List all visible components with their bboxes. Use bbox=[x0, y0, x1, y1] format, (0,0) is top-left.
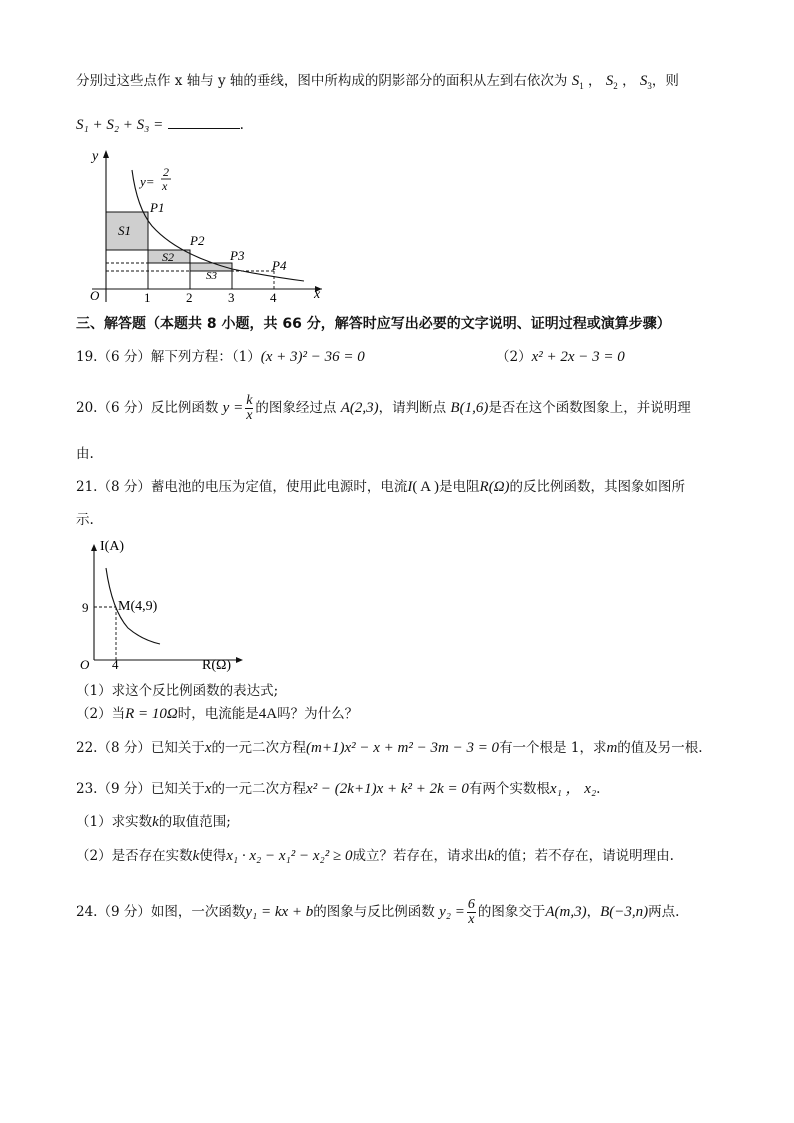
point-label-p1: P1 bbox=[150, 200, 165, 215]
y-tick-9: 9 bbox=[82, 600, 89, 615]
q23-equation: x² − (2k+1)x + k² + 2k = 0 bbox=[306, 781, 469, 797]
point-m-label: M(4,9) bbox=[118, 599, 158, 614]
i-axis-label: I(A) bbox=[100, 539, 125, 554]
q19-equation-2: x² + 2x − 3 = 0 bbox=[531, 349, 625, 365]
q18-line1: 分别过这些点作 x 轴与 y 轴的垂线，图中所构成的阴影部分的面积从左到右依次为 $S_1$ ， $S_2$ ， $S_3$，则 bbox=[76, 73, 679, 91]
x-tick-2: 2 bbox=[186, 290, 193, 302]
point-a-24: A(m,3) bbox=[545, 904, 587, 920]
region-label-s1: S1 bbox=[118, 223, 131, 238]
function-numerator: 2 bbox=[163, 165, 169, 179]
q21: 21.（8 分）蓄电池的电压为定值，使用此电源时，电流I( A )是电阻R(Ω)的反比例函数，其图象如图所 bbox=[76, 479, 686, 495]
point-label-p3: P3 bbox=[230, 248, 245, 263]
figure-current-resistance bbox=[76, 538, 256, 673]
region-label-s2: S2 bbox=[162, 250, 174, 264]
q23: 23.（9 分）已知关于x的一元二次方程x² − (2k+1)x + k² + 2k = 0有两个实数根x₁ ， x₂. bbox=[76, 781, 601, 797]
answer-blank[interactable] bbox=[168, 114, 240, 129]
q22: 22.（8 分）已知关于x的一元二次方程(m+1)x² − x + m² − 3m − 3 = 0有一个根是 1，求m的值及另一根. bbox=[76, 740, 703, 756]
point-b-24: B(−3,n) bbox=[600, 904, 649, 920]
q21-line2: 示. bbox=[76, 512, 94, 528]
r-axis-label: R(Ω) bbox=[202, 658, 232, 673]
point-b: B(1,6) bbox=[450, 400, 489, 416]
q22-equation: (m+1)x² − x + m² − 3m − 3 = 0 bbox=[306, 740, 500, 756]
q21-sub1: （1）求这个反比例函数的表达式; bbox=[76, 683, 279, 699]
origin-label-2: O bbox=[80, 657, 90, 672]
q23-sub2: （2）是否存在实数k使得x₁ · x₂ − x₁² − x₂² ≥ 0成立？若存在，请求出k的值；若不存在，请说明理由. bbox=[76, 848, 674, 864]
x-tick-4-fig2: 4 bbox=[112, 657, 119, 672]
section-heading: 三、解答题（本题共 8 小题，共 66 分，解答时应写出必要的文字说明、证明过程或演算步骤） bbox=[76, 316, 671, 332]
function-lhs: y= bbox=[140, 174, 155, 189]
function-denominator: x bbox=[162, 179, 168, 193]
region-label-s3: S3 bbox=[206, 270, 217, 282]
y-axis-label: y bbox=[92, 149, 99, 164]
figure-hyperbola-shaded bbox=[82, 146, 332, 302]
q20-line2: 由. bbox=[76, 446, 94, 462]
origin-label: O bbox=[90, 288, 100, 302]
q21-sub2: （2）当R = 10Ω时，电流能是4A吗？为什么？ bbox=[76, 706, 359, 722]
q19-equation-1: (x + 3)² − 36 = 0 bbox=[260, 349, 365, 365]
x-tick-3: 3 bbox=[228, 290, 235, 302]
x-axis-label: x bbox=[314, 287, 321, 302]
q18-line2: S₁ + S₂ + S₃ = . bbox=[76, 114, 244, 135]
q18-sum-equation: S₁ + S₂ + S₃ = bbox=[76, 117, 164, 133]
x-tick-4: 4 bbox=[270, 290, 277, 302]
q23-sub1: （1）求实数k的取值范围; bbox=[76, 814, 231, 830]
q24: 24.（9 分）如图，一次函数y₁ = kx + b的图象与反比例函数 y₂ = $\frac{6}{x}$ 的图象交于A(m,3)，B(−3,n)两点. bbox=[76, 897, 680, 927]
q19: 19.（6 分）解下列方程：（1）(x + 3)² − 36 = 0 bbox=[76, 349, 365, 365]
q23-inequality: x₁ · x₂ − x₁² − x₂² ≥ 0 bbox=[226, 848, 353, 864]
q20: 20.（6 分）反比例函数 y = $\frac{k}{x}$ 的图象经过点 A(2,3)，请判断点 B(1,6)是否在这个函数图象上，并说明理 bbox=[76, 393, 691, 423]
point-label-p4: P4 bbox=[272, 258, 287, 273]
point-a: A(2,3) bbox=[340, 400, 379, 416]
point-label-p2: P2 bbox=[190, 233, 205, 248]
q19-part2: （2）x² + 2x − 3 = 0 bbox=[496, 349, 625, 365]
x-tick-1: 1 bbox=[144, 290, 151, 302]
